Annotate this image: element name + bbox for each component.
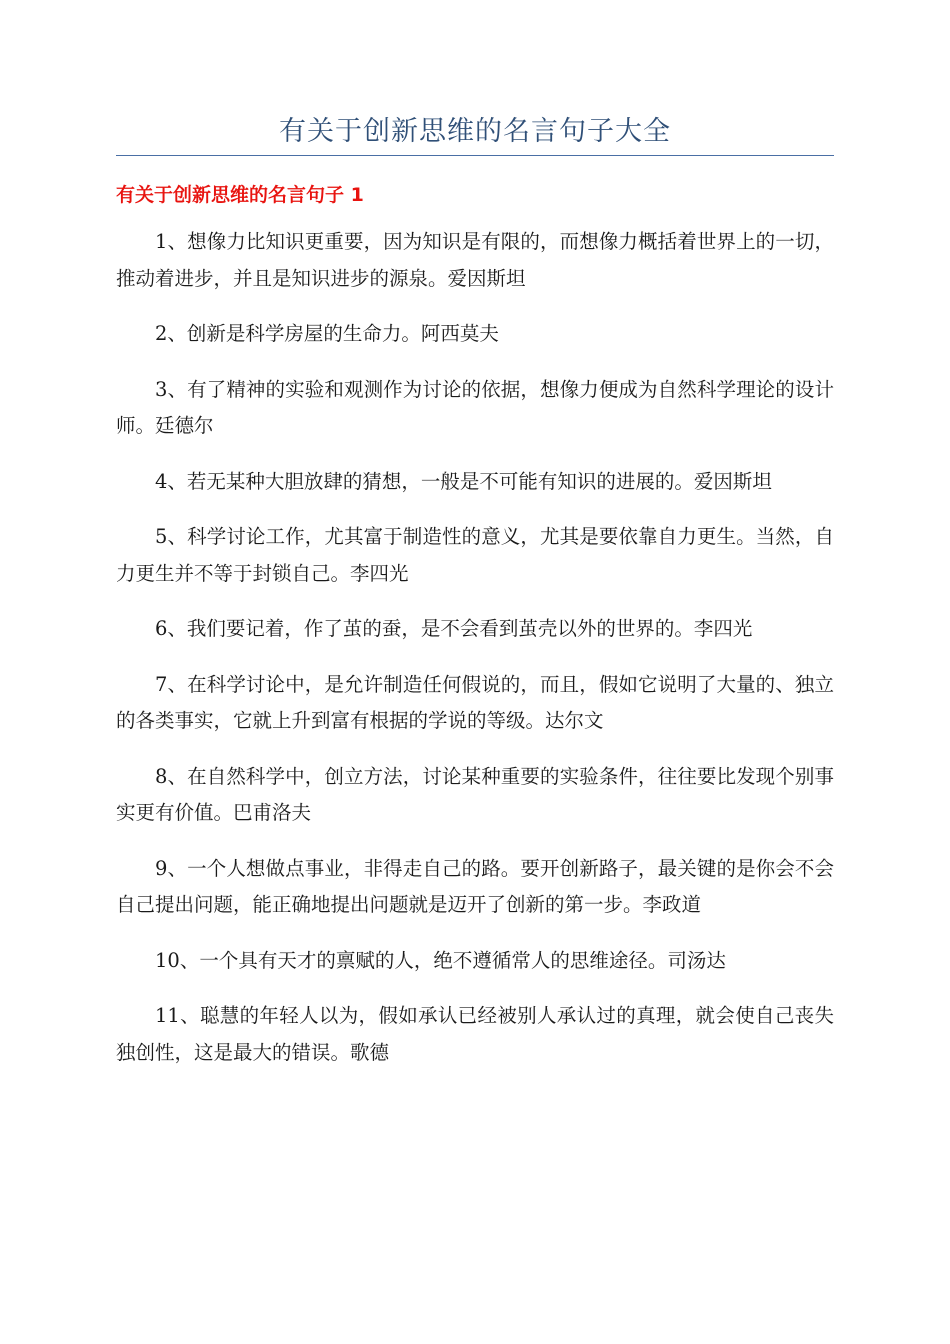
quote-list — [116, 224, 834, 1090]
document-title: 有关于创新思维的名言句子大全 — [279, 116, 671, 147]
quote-item: 10、一个具有天才的禀赋的人，绝不遵循常人的思维途径。司汤达 — [155, 948, 726, 972]
section-heading: 有关于创新思维的名言句子 1 — [116, 184, 364, 206]
quote-item: 4、若无某种大胆放肆的猜想，一般是不可能有知识的进展的。爱因斯坦 — [155, 469, 772, 493]
title-underline — [116, 155, 834, 156]
quote-item: 5、科学讨论工作，尤其富于制造性的意义，尤其是要依靠自力更生。当然，自力更生并不等于封锁自己。李四光 — [116, 525, 834, 585]
quote-item: 2、创新是科学房屋的生命力。阿西莫夫 — [155, 322, 499, 345]
quote-item: 1、想像力比知识更重要，因为知识是有限的，而想像力概括着世界上的一切，推动着进步，并且是知识进步的源泉。爱因斯坦 — [116, 230, 834, 290]
quote-item: 11、聪慧的年轻人以为，假如承认已经被别人承认过的真理，就会使自己丧失独创性，这是最大的错误。歌德 — [116, 1004, 834, 1064]
quote-item: 8、在自然科学中，创立方法，讨论某种重要的实验条件，往往要比发现个别事实更有价值。巴甫洛夫 — [116, 764, 834, 824]
quote-item: 6、我们要记着，作了茧的蚕，是不会看到茧壳以外的世界的。李四光 — [155, 617, 753, 640]
quote-item: 7、在科学讨论中，是允许制造任何假说的，而且，假如它说明了大量的、独立的各类事实，它就上升到富有根据的学说的等级。达尔文 — [116, 672, 834, 732]
quote-item: 9、一个人想做点事业，非得走自己的路。要开创新路子，最关键的是你会不会自己提出问题，能正确地提出问题就是迈开了创新的第一步。李政道 — [116, 856, 834, 916]
quote-item: 3、有了精神的实验和观测作为讨论的依据，想像力便成为自然科学理论的设计师。廷德尔 — [116, 377, 834, 437]
